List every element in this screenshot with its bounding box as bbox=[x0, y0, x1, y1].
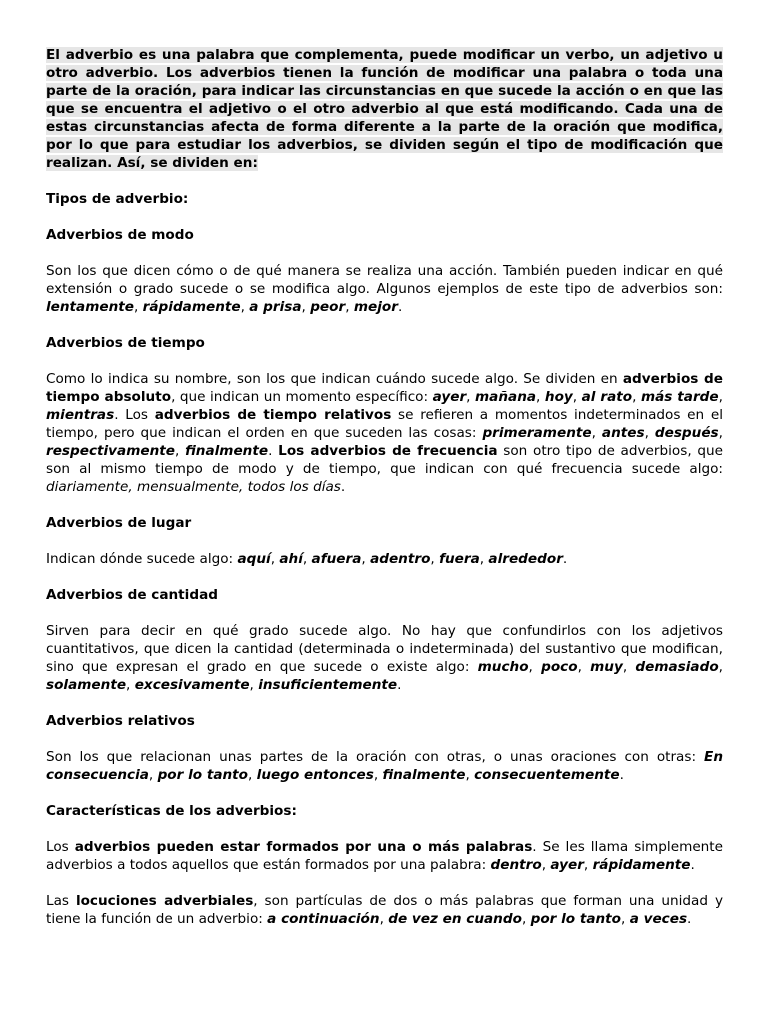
lugar-heading: Adverbios de lugar bbox=[46, 515, 192, 531]
separator: , bbox=[572, 389, 582, 405]
bold-term: adverbios de tiempo relativos bbox=[154, 407, 392, 423]
tiempo-text: Como lo indica su nombre, son los que indican cuándo sucede algo. Se dividen en bbox=[46, 371, 623, 387]
example-word: mañana bbox=[475, 389, 537, 405]
separator: , bbox=[345, 299, 354, 315]
intro-highlighted-text: El adverbio es una palabra que complementa, puede modificar un verbo, un adjetivo u otro adverbio. Los adverbios tienen la función de modificar una palabra o toda una parte de la oración, para indicar las circunstancias en que sucede la acción o en que las que se encuentra el adjetivo o el otro adverbio al que está modificando. Cada una de estas circunstancias afecta de forma diferente a la parte de la oración que modifica, por lo que para estudiar los adverbios, se dividen según el tipo de modificación que realizan. Así, se dividen en: bbox=[46, 47, 723, 171]
lugar-paragraph bbox=[46, 550, 723, 568]
period: . bbox=[340, 479, 346, 495]
intro-paragraph bbox=[46, 46, 723, 172]
example-word: consecuentemente bbox=[474, 767, 620, 783]
document-page bbox=[46, 46, 723, 928]
separator: , bbox=[361, 551, 371, 567]
example-word: dentro bbox=[490, 857, 542, 873]
separator: , bbox=[718, 659, 723, 675]
period: . bbox=[690, 857, 695, 873]
caracteristicas-paragraph-2 bbox=[46, 892, 723, 928]
modo-paragraph bbox=[46, 262, 723, 316]
example-word: adentro bbox=[370, 551, 431, 567]
relativos-text: Son los que relacionan unas partes de la oración con otras, o unas oraciones con otras: bbox=[46, 749, 705, 765]
tiempo-text: , que indican un momento específico: bbox=[171, 389, 433, 405]
separator: , bbox=[536, 389, 545, 405]
separator: , bbox=[240, 299, 250, 315]
separator: , bbox=[134, 299, 143, 315]
modo-text: Son los que dicen cómo o de qué manera se realiza una acción. También pueden indicar en qué extensión o grado sucede o se modifica algo. Algunos ejemplos de este tipo de adverbios son: bbox=[46, 263, 723, 297]
example-word: hoy bbox=[544, 389, 573, 405]
example-word: a prisa bbox=[249, 299, 302, 315]
example-word: mejor bbox=[353, 299, 398, 315]
example-word: ayer bbox=[550, 857, 584, 873]
bold-term: adverbios pueden estar formados por una o más palabras bbox=[74, 839, 533, 855]
tiempo-text: son otro tipo de adverbios, que son al mismo tiempo de modo y de tiempo, que indican con qué frecuencia sucede algo: bbox=[46, 443, 723, 477]
italic-term: diariamente, mensualmente, todos los días bbox=[46, 479, 341, 495]
example-word: poco bbox=[541, 659, 578, 675]
example-word: ahí bbox=[279, 551, 303, 567]
separator: , bbox=[583, 857, 593, 873]
bold-term: Los adverbios de frecuencia bbox=[278, 443, 498, 459]
separator: , bbox=[479, 551, 489, 567]
separator: , bbox=[718, 425, 723, 441]
example-word: primeramente bbox=[482, 425, 592, 441]
example-word: aquí bbox=[237, 551, 271, 567]
relativos-paragraph bbox=[46, 748, 723, 784]
example-word: después bbox=[654, 425, 719, 441]
example-word: luego entonces bbox=[256, 767, 374, 783]
separator: , bbox=[528, 659, 542, 675]
period: . bbox=[397, 677, 402, 693]
example-word: muy bbox=[590, 659, 623, 675]
tiempo-heading: Adverbios de tiempo bbox=[46, 335, 205, 351]
separator: , bbox=[622, 659, 636, 675]
example-word: a continuación bbox=[267, 911, 380, 927]
bold-term: locuciones adverbiales bbox=[75, 893, 254, 909]
separator: , bbox=[577, 659, 591, 675]
example-word: finalmente bbox=[185, 443, 269, 459]
example-word: de vez en cuando bbox=[388, 911, 522, 927]
example-word: por lo tanto bbox=[157, 767, 249, 783]
relativos-heading: Adverbios relativos bbox=[46, 713, 195, 729]
example-word: antes bbox=[601, 425, 645, 441]
example-word: finalmente bbox=[382, 767, 466, 783]
cantidad-paragraph bbox=[46, 622, 723, 694]
caracteristicas-heading: Características de los adverbios: bbox=[46, 803, 297, 819]
separator: , bbox=[270, 551, 280, 567]
period: . bbox=[268, 443, 273, 459]
example-word: a veces bbox=[629, 911, 688, 927]
separator: , bbox=[465, 767, 475, 783]
separator: , bbox=[466, 389, 475, 405]
separator: , bbox=[175, 443, 186, 459]
period: . bbox=[562, 551, 568, 567]
example-word: por lo tanto bbox=[530, 911, 622, 927]
period: . bbox=[397, 299, 403, 315]
separator: , bbox=[302, 551, 312, 567]
cantidad-text: Sirven para decir en qué grado sucede algo. No hay que confundirlos con los adjetivos cuantitativos, que dicen la cantidad (determinada o indeterminada) del sustantivo que modifican, sino que expresan el grado en que sucede o existe algo: bbox=[46, 623, 723, 675]
tiempo-paragraph bbox=[46, 370, 723, 496]
separator: , bbox=[379, 911, 389, 927]
tiempo-text: . Los bbox=[114, 407, 155, 423]
bold-term: adverbios de tiempo absoluto bbox=[46, 371, 723, 405]
body-text: . Se les llama simplemente adverbios a todos aquellos que están formados por una palabra: bbox=[46, 839, 723, 873]
tipos-heading: Tipos de adverbio: bbox=[46, 191, 189, 207]
example-word: al rato bbox=[581, 389, 633, 405]
example-word: más tarde bbox=[640, 389, 719, 405]
example-word: En consecuencia bbox=[46, 749, 723, 783]
separator: , bbox=[521, 911, 531, 927]
separator: , bbox=[621, 911, 630, 927]
example-word: alrededor bbox=[488, 551, 563, 567]
separator: , bbox=[249, 677, 259, 693]
example-word: peor bbox=[310, 299, 346, 315]
separator: , bbox=[644, 425, 655, 441]
cantidad-heading: Adverbios de cantidad bbox=[46, 587, 218, 603]
separator: , bbox=[632, 389, 641, 405]
example-word: fuera bbox=[439, 551, 480, 567]
lugar-text: Indican dónde sucede algo: bbox=[46, 551, 238, 567]
example-word: rápidamente bbox=[142, 299, 241, 315]
example-word: excesivamente bbox=[134, 677, 250, 693]
separator: , bbox=[430, 551, 440, 567]
separator: , bbox=[126, 677, 135, 693]
body-text: Los bbox=[46, 839, 75, 855]
separator: , bbox=[591, 425, 602, 441]
example-word: solamente bbox=[46, 677, 127, 693]
example-word: insuficientemente bbox=[258, 677, 398, 693]
modo-heading: Adverbios de modo bbox=[46, 227, 194, 243]
body-text: , son partículas de dos o más palabras que forman una unidad y tiene la función de un adverbio: bbox=[46, 893, 724, 927]
example-word: mientras bbox=[46, 407, 115, 423]
separator: , bbox=[373, 767, 383, 783]
separator: , bbox=[301, 299, 311, 315]
example-word: afuera bbox=[311, 551, 362, 567]
example-word: respectivamente bbox=[46, 443, 175, 459]
example-word: mucho bbox=[477, 659, 529, 675]
caracteristicas-paragraph-1 bbox=[46, 838, 723, 874]
example-word: ayer bbox=[432, 389, 467, 405]
tiempo-text: se refieren a momentos indeterminados en el tiempo, pero que indican el orden en que suceden las cosas: bbox=[46, 407, 723, 441]
body-text: Las bbox=[46, 893, 76, 909]
separator: , bbox=[718, 389, 723, 405]
separator: , bbox=[148, 767, 158, 783]
period: . bbox=[687, 911, 692, 927]
example-word: rápidamente bbox=[592, 857, 691, 873]
example-word: demasiado bbox=[635, 659, 719, 675]
example-word: lentamente bbox=[46, 299, 135, 315]
period: . bbox=[619, 767, 624, 783]
separator: , bbox=[248, 767, 257, 783]
separator: , bbox=[541, 857, 551, 873]
